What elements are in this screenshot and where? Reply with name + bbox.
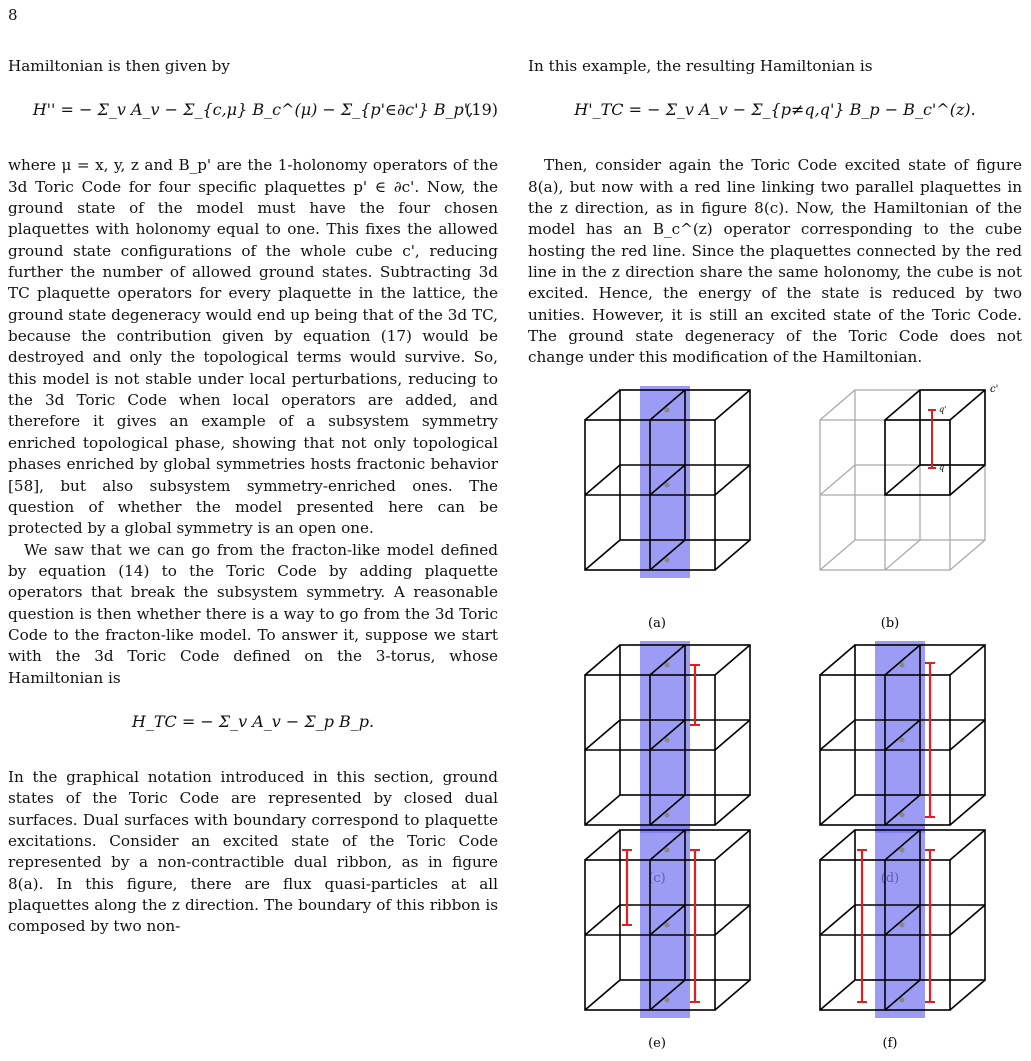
caption-b: (b) [880, 616, 900, 631]
label-q-prime: q' [939, 405, 947, 414]
right-intro: In this example, the resulting Hamiltonian is [528, 57, 873, 75]
right-column [528, 56, 1022, 369]
label-q: q [939, 463, 945, 472]
equation-htc-prime [528, 93, 1022, 133]
page-number: 8 [8, 6, 18, 24]
left-paragraph-1: where μ = x, y, z and B_p' are the 1-holonomy operators of the 3d Toric Code for four specific plaquettes p' ∈ ∂c'. Now, the ground state of the model must have the four chosen plaquettes with holonomy equal to one. This fixes the allowed ground state configurations of the whole cube c', reducing further the number of allowed ground states. Subtracting 3d TC plaquette operators for every plaquette in the lattice, the ground state degeneracy would end up being that of the 3d TC, because the contribution given by equation (17) would be destroyed and only the topological terms would survive. So, this model is not stable under local perturbations, reducing to the 3d Toric Code when local operators are added, and therefore it gives an example of a subsystem symmetry enriched topological phase, showing that not only topological phases enriched by global symmetries hosts fractonic behavior [58], but also subsystem symmetry-enriched ones. The question of whether the model presented here can be protected by a global symmetry is an open one. [8, 156, 498, 538]
equation-19-number: (19) [465, 100, 498, 120]
caption-f: (f) [882, 1036, 898, 1051]
label-c-prime: c' [990, 384, 999, 395]
left-paragraph-3: In the graphical notation introduced in this section, ground states of the Toric Code are represented by closed dual surfaces. Dual surfaces with boundary correspond to plaquette excitations. Consider an excited state of the Toric Code represented by a non-contractible dual ribbon, as in figure 8(a). In this figure, there are flux quasi-particles at all plaquettes along the z direction. The boundary of this ribbon is composed by two non- [8, 767, 498, 936]
left-intro: Hamiltonian is then given by [8, 57, 230, 75]
left-paragraph-2: We saw that we can go from the fracton-like model defined by equation (14) to the Toric Code by adding plaquette operators that break the subsystem symmetry. A reasonable question is then whether there is a way to go from the 3d Toric Code to the fracton-like model. To answer it, suppose we start with the 3d Toric Code defined on the 3-torus, whose Hamiltonian is [8, 540, 498, 687]
right-paragraph-1: Then, consider again the Toric Code excited state of figure 8(a), but now with a red line linking two parallel plaquettes in the z direction, as in figure 8(c). Now, the Hamiltonian of the model has an B_c^(z) operator corresponding to the cube hosting the red line. Since the plaquettes connected by the red line in the z direction share the same holonomy, the cube is not excited. Hence, the energy of the state is reduced by two unities. However, it is still an excited state of the Toric Code. The ground state degeneracy of the Toric Code does not change under this modification of the Hamiltonian. [528, 156, 1022, 367]
panel-e [585, 826, 750, 1018]
equation-htc-prime-text: H'_TC = − Σ_v A_v − Σ_{p≠q,q'} B_p − B_c'^(z). [574, 100, 976, 120]
left-column [8, 56, 498, 938]
panel-a [585, 386, 750, 578]
caption-a: (a) [648, 616, 666, 631]
figure-8 [560, 384, 1030, 1055]
panel-f [820, 826, 985, 1018]
equation-tc-text: H_TC = − Σ_v A_v − Σ_p B_p. [131, 711, 375, 731]
panel-b [820, 384, 998, 570]
equation-tc [8, 705, 498, 745]
panel-c [585, 641, 750, 833]
equation-19-text: H'' = − Σ_v A_v − Σ_{c,μ} B_c^(μ) − Σ_{p'∈∂c'} B_p', [32, 100, 474, 120]
equation-19 [8, 93, 498, 133]
caption-e: (e) [648, 1036, 666, 1051]
panel-d [820, 641, 985, 833]
